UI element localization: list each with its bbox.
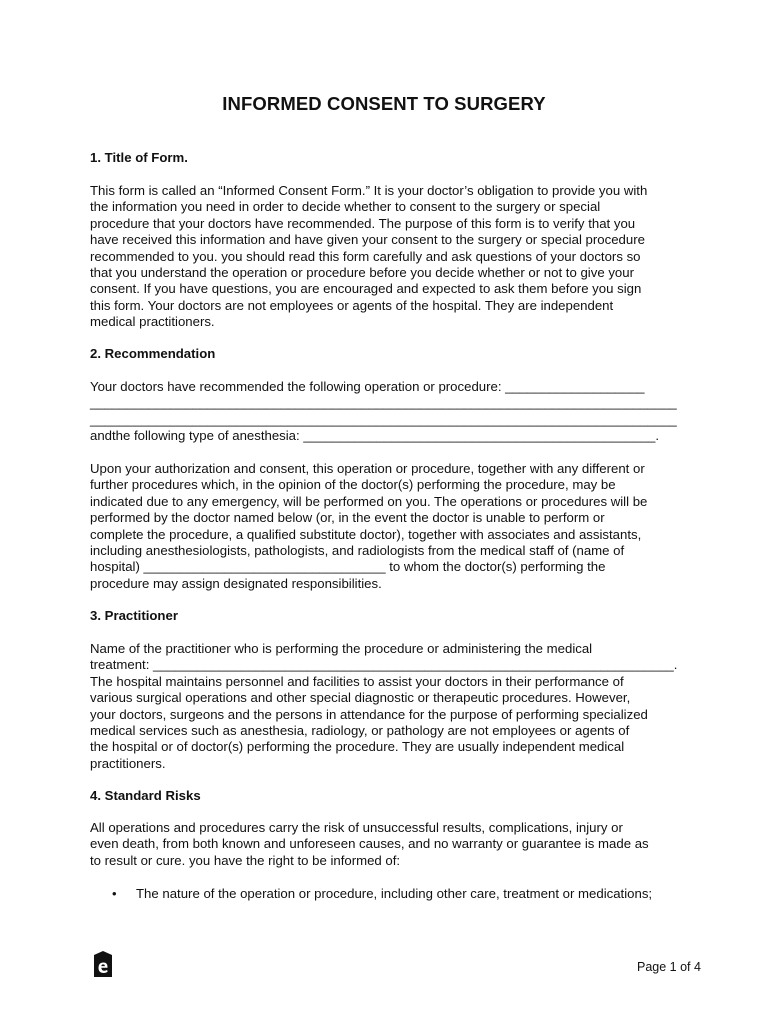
- paragraph-line: this form. Your doctors are not employees or agents of the hospital. They are independent: [90, 297, 614, 313]
- paragraph-line: Name of the practitioner who is performing the procedure or administering the medical: [90, 641, 593, 656]
- paragraph-line: procedure that your doctors have recommended. The purpose of this form is to verify that you: [90, 215, 636, 231]
- section-2-body: [90, 461, 680, 592]
- page-number: Page 1 of 4: [637, 960, 701, 974]
- paragraph-line: consent. If you have questions, you are encouraged and expected to ask them before you sign: [90, 281, 642, 297]
- paragraph-line: your doctors, surgeons and the persons in attendance for the purpose of performing specialized: [90, 706, 648, 722]
- paragraph-line: the hospital or of doctor(s) performing the procedure. They are usually independent medical: [90, 739, 625, 755]
- paragraph-line: medical practitioners.: [90, 314, 215, 330]
- paragraph-line: have received this information and have given your consent to the surgery or special procedure: [90, 232, 645, 248]
- paragraph-line: indicated due to any emergency, will be performed on you. The operations or procedures will be: [90, 493, 648, 509]
- section-1-body: [90, 183, 680, 331]
- anesthesia-blank-line[interactable]: andthe following type of anesthesia: ________________________________________________.: [90, 428, 660, 444]
- procedure-blank-line[interactable]: Your doctors have recommended the following operation or procedure: ___________________: [90, 379, 645, 394]
- procedure-blank-line[interactable]: ________________________________________________________________________________: [90, 395, 677, 411]
- paragraph-line: to result or cure. you have the right to be informed of:: [90, 852, 401, 868]
- bullet-item: The nature of the operation or procedure, including other care, treatment or medications;: [136, 886, 653, 901]
- section-1-heading: 1. Title of Form.: [90, 150, 188, 165]
- paragraph-line: even death, from both known and unforeseen causes, and no warranty or guarantee is made as: [90, 836, 649, 852]
- paragraph-line: medical services such as anesthesia, radiology, or pathology are not employees or agents of: [90, 722, 630, 738]
- paragraph-line: the information you need in order to decide whether to consent to the surgery or special: [90, 199, 601, 215]
- paragraph-line: that you understand the operation or procedure before you decide whether or not to give your: [90, 264, 634, 280]
- paragraph-line: All operations and procedures carry the risk of unsuccessful results, complications, injury or: [90, 820, 623, 835]
- paragraph-line: Upon your authorization and consent, this operation or procedure, together with any different or: [90, 461, 645, 476]
- paragraph-line: This form is called an “Informed Consent Form.” It is your doctor’s obligation to provide you with: [90, 183, 648, 198]
- paragraph-line: procedure may assign designated responsibilities.: [90, 575, 382, 591]
- paragraph-line: further procedures which, in the opinion of the doctor(s) performing the procedure, may be: [90, 477, 616, 493]
- section-3-body: [90, 641, 680, 772]
- hospital-blank-line[interactable]: hospital) _________________________________ to whom the doctor(s) performing the: [90, 559, 606, 575]
- paragraph-line: The hospital maintains personnel and facilities to assist your doctors in their performance of: [90, 673, 624, 689]
- paragraph-line: recommended to you. you should read this form carefully and ask questions of your doctors so: [90, 248, 641, 264]
- section-2-heading: 2. Recommendation: [90, 346, 216, 361]
- recommendation-fill-in: [90, 379, 680, 445]
- eforms-logo-icon: [94, 951, 112, 977]
- procedure-blank-line[interactable]: ________________________________________________________________________________: [90, 411, 677, 427]
- section-4-heading: 4. Standard Risks: [90, 788, 201, 803]
- practitioner-blank-line[interactable]: treatment: _______________________________________________________________________.: [90, 657, 678, 673]
- paragraph-line: various surgical operations and other special diagnostic or therapeutic procedures. However,: [90, 690, 631, 706]
- paragraph-line: including anesthesiologists, pathologists, and radiologists from the medical staff of (name of: [90, 542, 625, 558]
- bullet-marker: •: [112, 886, 117, 901]
- page-title: INFORMED CONSENT TO SURGERY: [222, 93, 546, 114]
- section-3-heading: 3. Practitioner: [90, 608, 178, 623]
- section-4-body: [90, 820, 680, 869]
- paragraph-line: performed by the doctor named below (or, in the event the doctor is unable to perform or: [90, 510, 605, 526]
- paragraph-line: practitioners.: [90, 755, 166, 771]
- paragraph-line: complete the procedure, a qualified substitute doctor), together with associates and assistants,: [90, 526, 642, 542]
